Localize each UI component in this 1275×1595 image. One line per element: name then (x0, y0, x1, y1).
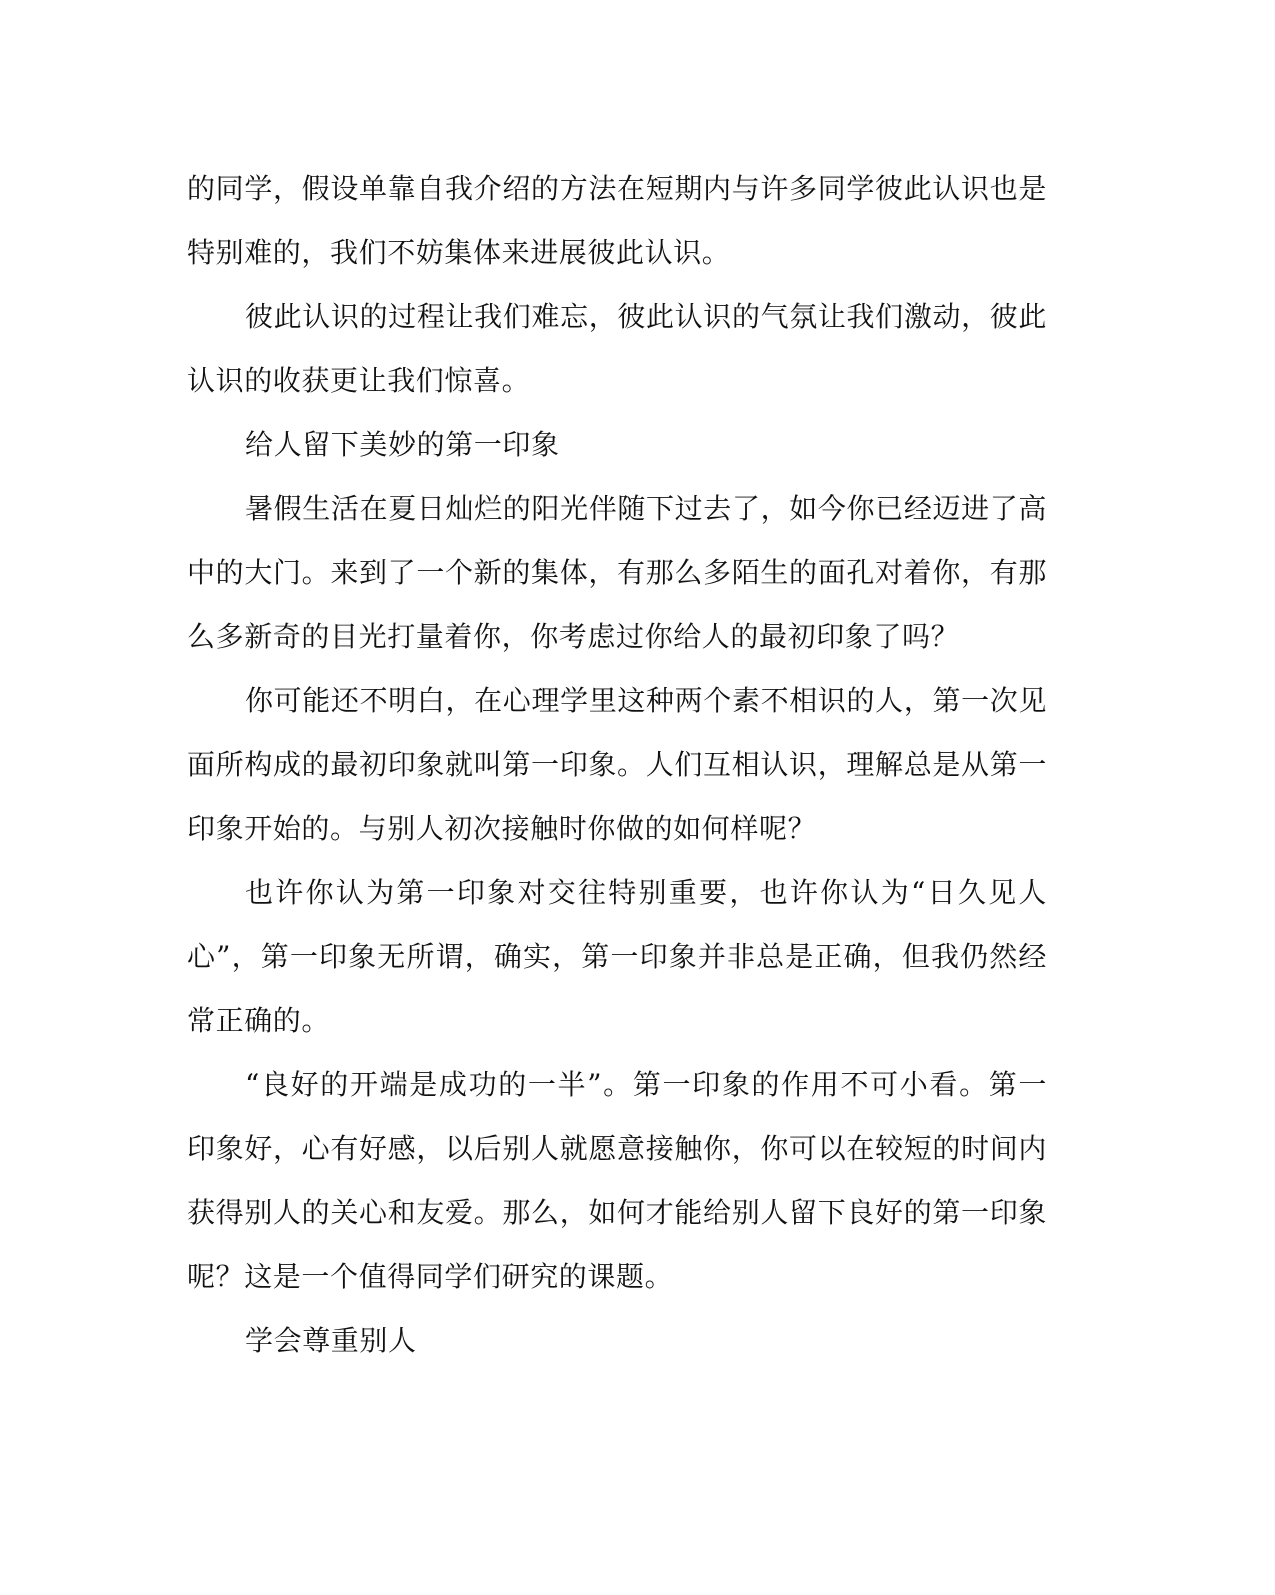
paragraph-psychology: 你可能还不明白，在心理学里这种两个素不相识的人，第一次见面所构成的最初印象就叫第一印象。人们互相认识，理解总是从第一印象开始的。与别人初次接触时你做的如何样呢？ (187, 684, 1047, 845)
document-body (187, 157, 1047, 1373)
paragraph-good-start: “良好的开端是成功的一半”。第一印象的作用不可小看。第一印象好，心有好感，以后别人就愿意接触你，你可以在较短的时间内获得别人的关心和友爱。那么，如何才能给别人留下良好的第一印象呢？这是一个值得同学们研究的课题。 (187, 1068, 1047, 1293)
section-heading-respect: 学会尊重别人 (245, 1324, 417, 1357)
paragraph-summer: 暑假生活在夏日灿烂的阳光伴随下过去了，如今你已经迈进了高中的大门。来到了一个新的集体，有那么多陌生的面孔对着你，有那么多新奇的目光打量着你，你考虑过你给人的最初印象了吗？ (187, 492, 1047, 653)
paragraph-acquaintance: 彼此认识的过程让我们难忘，彼此认识的气氛让我们激动，彼此认识的收获更让我们惊喜。 (187, 300, 1047, 397)
paragraph-continuation: 的同学，假设单靠自我介绍的方法在短期内与许多同学彼此认识也是特别难的，我们不妨集体来进展彼此认识。 (187, 172, 1047, 269)
paragraph-importance: 也许你认为第一印象对交往特别重要，也许你认为“日久见人心”，第一印象无所谓，确实，第一印象并非总是正确，但我仍然经常正确的。 (187, 876, 1047, 1037)
section-heading-first-impression: 给人留下美妙的第一印象 (245, 428, 560, 461)
